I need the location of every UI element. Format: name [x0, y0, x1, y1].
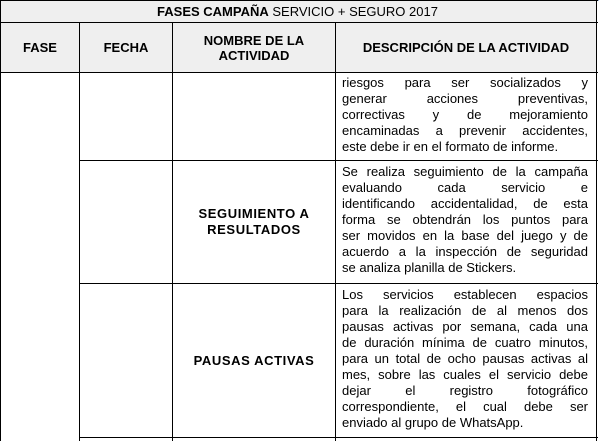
table-row-2-activity-name: SEGUIMIENTO A RESULTADOS — [198, 206, 310, 237]
table-border-left — [0, 0, 1, 441]
description-line: para la realización de al menos dos — [342, 303, 588, 318]
description-line: se analiza planilla de Stickers. — [342, 260, 517, 275]
title-rest: SERVICIO + SEGURO 2017 — [268, 4, 438, 19]
row-divider — [80, 160, 598, 161]
header-divider — [0, 72, 598, 73]
description-line: este debe ir en el formato de informe. — [342, 139, 559, 154]
title-divider — [0, 22, 598, 23]
title-bold: FASES CAMPAÑA — [157, 4, 269, 19]
table-border-top — [0, 0, 598, 1]
description-line: Se realiza seguimiento de la campaña — [342, 164, 588, 179]
description-line: evaluando cada servicio e — [342, 180, 588, 195]
table-row-1-description — [342, 75, 588, 155]
description-line: generar acciones preventivas, — [342, 91, 588, 106]
column-header-fecha: FECHA — [103, 40, 149, 55]
description-line: ser movidos en la base del juego y de — [342, 228, 588, 243]
description-line: correspondiente, el cual debe ser — [342, 399, 588, 414]
column-divider-nombre — [335, 23, 336, 441]
column-divider-fecha — [172, 23, 173, 441]
description-line: correctivas y de mejoramiento — [342, 107, 588, 122]
table-row-3-activity-name: PAUSAS ACTIVAS — [193, 352, 315, 368]
column-divider-fase — [79, 23, 80, 441]
description-line: dejar el registro fotográfico — [342, 383, 588, 398]
description-line: encaminadas a prevenir accidentes, — [342, 123, 588, 138]
column-header-descripcion: DESCRIPCIÓN DE LA ACTIVIDAD — [362, 40, 570, 55]
description-line: forma se obtendrán los puntos para — [342, 212, 588, 227]
table-row-3-description — [342, 287, 588, 431]
description-line: enviado al grupo de WhatsApp. — [342, 415, 524, 430]
table-title — [0, 3, 595, 21]
description-line: riesgos para ser socializados y — [342, 75, 588, 90]
table-border-right — [596, 0, 597, 441]
description-line: identificando accidentalidad, de esta — [342, 196, 588, 211]
column-header-fase: FASE — [23, 40, 57, 55]
description-line: pausas activas por semana, cada una — [342, 319, 588, 334]
description-line: acuerdo a la inspección de seguridad — [342, 244, 588, 259]
row-divider — [80, 283, 598, 284]
row-divider — [80, 437, 598, 438]
description-line: de duración mínima de cuatro minutos, — [342, 335, 588, 350]
table-row-2-description — [342, 164, 588, 276]
description-line: mes, sobre las cuales el servicio debe — [342, 367, 588, 382]
description-line: Los servicios establecen espacios — [342, 287, 588, 302]
column-header-nombre: NOMBRE DE LA ACTIVIDAD — [203, 32, 305, 63]
description-line: para un total de ocho pausas activas al — [342, 351, 588, 366]
